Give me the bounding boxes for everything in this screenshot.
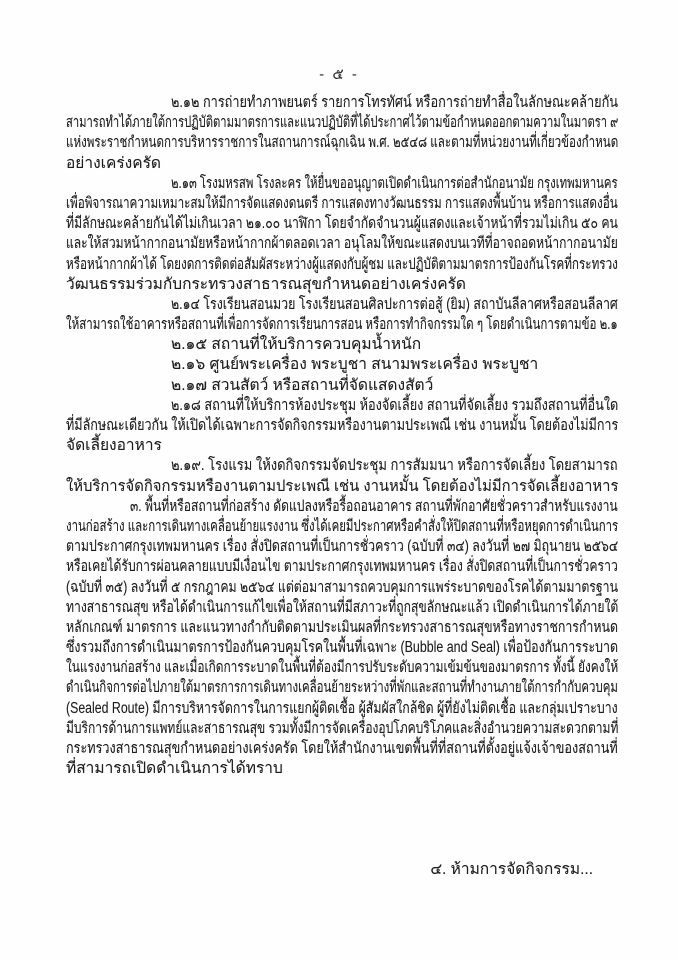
line-text: ที่สามารถเปิดดำเนินการได้ทราบ (66, 760, 283, 778)
text-line (66, 719, 618, 739)
text-line (66, 517, 618, 537)
text-line (66, 436, 618, 456)
line-text: ๒.๑๕ สถานที่ให้บริการควบคุมน้ำหนัก (171, 336, 422, 354)
line-text: ให้บริการจัดกิจกรรมหรืองานตามประเพณี เช่น งานหมั้น โดยต้องไม่มีการจัดเลี้ยงอาหาร (66, 477, 619, 495)
line-text: ๒.๑๔ โรงเรียนสอนมวย โรงเรียนสอนศิลปะการต่อสู้ (ยิม) สถาบันลีลาศหรือสอนลีลาศ (171, 295, 618, 313)
line-text: ๒.๑๙. โรงแรม ให้งดกิจกรรมจัดประชุม การสัมมนา หรือการจัดเลี้ยง โดยสามารถ (171, 457, 618, 475)
paragraph-item-2-17 (66, 376, 618, 396)
line-text: ให้สามารถใช้อาคารหรือสถานที่เพื่อการจัดการเรียนการสอน หรือการทำกิจกรรมใด ๆ โดยดำเนินการตามข้อ ๒.๑ (66, 316, 618, 334)
line-text: กระทรวงสาธารณสุขกำหนดอย่างเคร่งครัด โดยให้สำนักงานเขตพื้นที่ที่สถานที่ตั้งอยู่แจ้งเจ้าของสถานที่ (66, 740, 618, 757)
line-text: ๒.๑๗ สวนสัตว์ หรือสถานที่จัดแสดงสัตว์ (171, 376, 434, 394)
text-line (66, 234, 618, 254)
text-line (66, 315, 618, 335)
line-text: ในแรงงานก่อสร้าง และเมื่อเกิดการระบาดในพื้นที่ต้องมีการปรับระดับความเข้มข้นของมาตรการ ทั้งนี้ ยังคงให้ (66, 659, 619, 677)
paragraph-item-2-19 (66, 456, 618, 496)
document-body (66, 93, 618, 779)
text-line (66, 113, 618, 133)
text-line (66, 557, 618, 577)
text-line (66, 93, 618, 113)
line-text: (ฉบับที่ ๓๕) ลงวันที่ ๕ กรกฎาคม ๒๕๖๔ แต่ต่อมาสามารถควบคุมการแพร่ระบาดของโรคได้ตามมาตรฐาน (66, 578, 618, 596)
text-line (66, 154, 618, 174)
text-line (66, 396, 618, 416)
line-text: งานก่อสร้าง และการเดินทางเคลื่อนย้ายแรงงาน ซึ่งได้เคยมีประกาศหรือคำสั่งให้ปิดสถานที่หรือหยุดการดำเนินการ (66, 517, 619, 535)
line-text: มีบริการด้านการแพทย์และสาธารณสุข รวมทั้งมีการจัดเครื่องอุปโภคบริโภคและสิ่งอำนวยความสะดวกตามที่ (66, 719, 619, 737)
text-line (66, 699, 618, 719)
line-text: ๒.๑๓ โรงมหรสพ โรงละคร ให้ยื่นขออนุญาตเปิดดำเนินการต่อสำนักอนามัย กรุงเทพมหานคร (171, 174, 618, 192)
line-text: ๒.๑๖ ศูนย์พระเครื่อง พระบูชา สนามพระเครื่อง พระบูชา (171, 356, 539, 374)
line-text: ๔. ห้ามการจัดกิจกรรม... (430, 861, 593, 878)
text-line (66, 416, 618, 436)
line-text: ดำเนินกิจการต่อไปภายใต้มาตรการการเดินทางเคลื่อนย้ายระหว่างที่พักและสถานที่ทำงานภายใต้การกำกับควบคุม (66, 679, 618, 697)
text-line (66, 739, 618, 759)
paragraph-item-2-16 (66, 355, 618, 375)
continuation-note (430, 860, 593, 880)
text-line (66, 194, 618, 214)
text-line (66, 255, 618, 275)
text-line (66, 598, 618, 618)
line-text: เพื่อพิจารณาความเหมาะสมให้มีการจัดแสดงดนตรี การแสดงทางวัฒนธรรม การแสดงพื้นบ้าน หรือการแสดงอื่น (66, 194, 618, 212)
line-text: ทางสาธารณสุข หรือได้ดำเนินการแก้ไขเพื่อให้สถานที่มีสภาวะที่ถูกสุขลักษณะแล้ว เปิดดำเนินการได้ภายใต้ (66, 598, 619, 616)
paragraph-item-2-13 (66, 174, 618, 295)
text-line (66, 295, 618, 315)
text-line (66, 335, 618, 355)
text-line (66, 638, 618, 658)
text-line (66, 456, 618, 476)
line-text: หรือหน้ากากผ้าได้ โดยงดการติดต่อสัมผัสระหว่างผู้แสดงกับผู้ชม และปฏิบัติตามมาตรการป้องกันโรคที่กระทรวง (66, 255, 618, 273)
paragraph-item-2-14 (66, 295, 618, 335)
text-line (66, 759, 618, 779)
line-text: แห่งพระราชกำหนดการบริหารราชการในสถานการณ์ฉุกเฉิน พ.ศ. ๒๕๔๘ และตามที่หน่วยงานที่เกี่ยวข้องกำหนด (66, 134, 619, 152)
line-text: อย่างเคร่งครัด (66, 154, 161, 172)
line-text: สามารถทำได้ภายใต้การปฏิบัติตามมาตรการและแนวปฏิบัติที่ได้ประกาศไว้ตามข้อกำหนดออกตามความในมาตรา ๙ (66, 114, 619, 132)
text-line (66, 618, 618, 638)
line-text: หรือเคยได้รับการผ่อนคลายแบบมีเงื่อนไข ตามประกาศกรุงเทพมหานคร เรื่อง สั่งปิดสถานที่เป็นการชั่วคราว (66, 558, 618, 576)
paragraph-item-2-12 (66, 93, 618, 174)
text-line (66, 578, 618, 598)
text-line (66, 275, 618, 295)
line-text: และให้สวมหน้ากากอนามัยหรือหน้ากากผ้าตลอดเวลา อนุโลมให้ขณะแสดงบนเวทีที่อาจถอดหน้ากากอนามัย (66, 235, 618, 253)
text-line (66, 174, 618, 194)
text-line (66, 678, 618, 698)
text-line (66, 133, 618, 153)
text-line (66, 355, 618, 375)
paragraph-item-2-15 (66, 335, 618, 355)
paragraph-item-3 (66, 497, 618, 780)
text-line (66, 376, 618, 396)
line-text: ซึ่งรวมถึงการดำเนินมาตรการป้องกันควบคุมโรคในพื้นที่เฉพาะ (Bubble and Seal) เพื่อป้องกันการระบาด (66, 639, 619, 657)
text-line (66, 214, 618, 234)
line-text: วัฒนธรรมร่วมกับกระทรวงสาธารณสุขกำหนดอย่างเคร่งครัด (66, 275, 466, 293)
text-line (66, 497, 618, 517)
line-text: หลักเกณฑ์ มาตรการ และแนวทางกำกับติดตามประเมินผลที่กระทรวงสาธารณสุขหรือทางราชการกำหนด (66, 618, 619, 636)
text-line (66, 477, 618, 497)
text-line (66, 658, 618, 678)
line-text: ๒.๑๒ การถ่ายทำภาพยนตร์ รายการโทรทัศน์ หรือการถ่ายทำสื่อในลักษณะคล้ายกัน (171, 94, 618, 111)
line-text: ที่มีลักษณะคล้ายกันได้ไม่เกินเวลา ๒๑.๐๐ นาฬิกา โดยจำกัดจำนวนผู้แสดงและเจ้าหน้าที่รวมไม่เกิน ๕๐ คน (66, 215, 618, 233)
line-text: จัดเลี้ยงอาหาร (66, 437, 162, 455)
page-number: - ๕ - (319, 66, 359, 83)
line-text: ๒.๑๘ สถานที่ให้บริการห้องประชุม ห้องจัดเลี้ยง สถานที่จัดเลี้ยง รวมถึงสถานที่อื่นใด (171, 396, 619, 414)
line-text: ตามประกาศกรุงเทพมหานคร เรื่อง สั่งปิดสถานที่เป็นการชั่วคราว (ฉบับที่ ๓๔) ลงวันที่ ๒๗ มิถุนายน ๒๕๖๔ (66, 538, 619, 556)
text-line (66, 537, 618, 557)
line-text: ที่มีลักษณะเดียวกัน ให้เปิดได้เฉพาะการจัดกิจกรรมหรืองานตามประเพณี เช่น งานหมั้น โดยต้องไม่มีการ (66, 417, 619, 434)
line-text: ๓. พื้นที่หรือสถานที่ก่อสร้าง ดัดแปลงหรือรื้อถอนอาคาร สถานที่พักอาศัยชั่วคราวสำหรับแรงงาน (130, 497, 618, 515)
paragraph-item-2-18 (66, 396, 618, 457)
line-text: (Sealed Route) มีการบริหารจัดการในการแยกผู้ติดเชื้อ ผู้สัมผัสใกล้ชิด ผู้ที่ยังไม่ติดเชื้อ และกลุ่มเปราะบาง (66, 699, 618, 717)
